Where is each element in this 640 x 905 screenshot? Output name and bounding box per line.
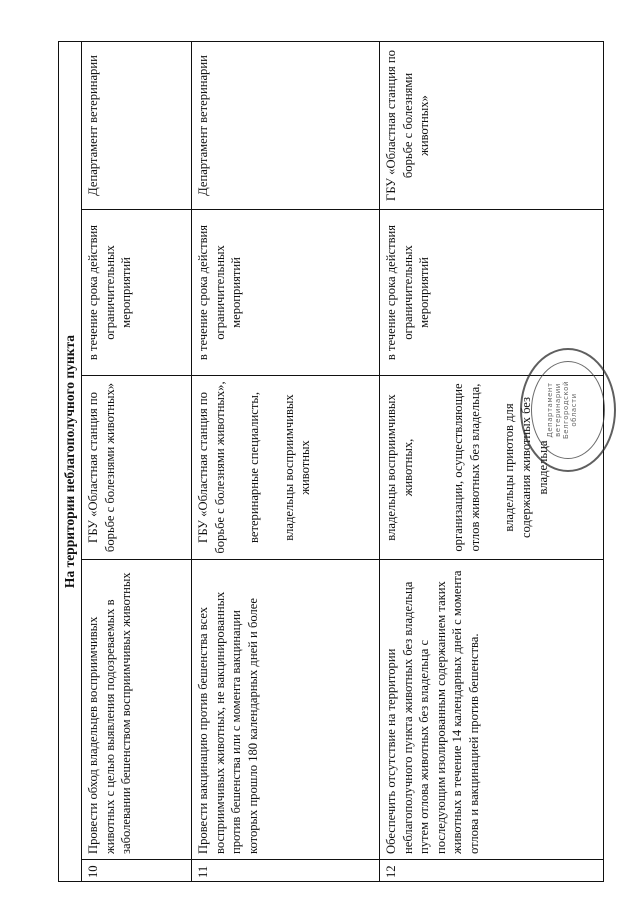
measures-table — [58, 41, 604, 882]
term-cell: в течение срока действия ограничительных мероприятий — [192, 210, 380, 376]
row-number: 11 — [192, 860, 380, 882]
control-cell: ГБУ «Областная станция по борьбе с болезнями животных» — [380, 42, 604, 210]
section-heading: На территории неблагополучного пункта — [59, 42, 82, 882]
measure-cell: Провести обход владельцев восприимчивых животных с целью выявления подозреваемых в заболевании бешенством восприимчивых животных — [82, 560, 192, 860]
control-cell: Департамент ветеринарии — [192, 42, 380, 210]
row-number: 12 — [380, 860, 604, 882]
executor-cell — [192, 376, 380, 560]
executor-text-3: владельцы восприимчивых животных — [281, 394, 313, 541]
executor-text-3: владельцы приютов для содержания животных без владельца — [502, 396, 550, 539]
executor-text: владельцы восприимчивых животных, — [384, 394, 415, 541]
measure-cell: Обеспечить отсутствие на территории неблагополучного пункта животных без владельца путем отлова животных без владельца с последующим изолированным содержанием таких животных в течение 14 календарных дней с момента отлова и вакцинацией против бешенства. — [380, 560, 604, 860]
row-number: 10 — [82, 860, 192, 882]
measure-cell: Провести вакцинацию против бешенства всех восприимчивых животных, не вакцинированных против бешенства или с момента вакцинации которых прошло 180 календарных дней и более — [192, 560, 380, 860]
term-cell: в течение срока действия ограничительных мероприятий — [380, 210, 604, 376]
control-cell: Департамент ветеринарии — [82, 42, 192, 210]
table-row — [192, 42, 380, 882]
stamp-text: Департамент ветеринарии Белгородской области — [546, 380, 578, 440]
rotated-page — [58, 42, 598, 882]
executor-text-2: ветеринарные специалисты, — [247, 392, 262, 543]
executor-text: ГБУ «Областная станция по борьбе с болезнями животных» — [86, 382, 117, 553]
executor-text: ГБУ «Областная станция по борьбе с болезнями животных», — [196, 381, 227, 554]
section-heading-row — [59, 42, 82, 882]
table-row — [82, 42, 192, 882]
executor-cell — [82, 376, 192, 560]
executor-text-2: организации, осуществляющие отлов животных без владельца, — [451, 383, 482, 552]
official-seal-stamp — [520, 348, 616, 472]
term-cell: в течение срока действия ограничительных мероприятий — [82, 210, 192, 376]
